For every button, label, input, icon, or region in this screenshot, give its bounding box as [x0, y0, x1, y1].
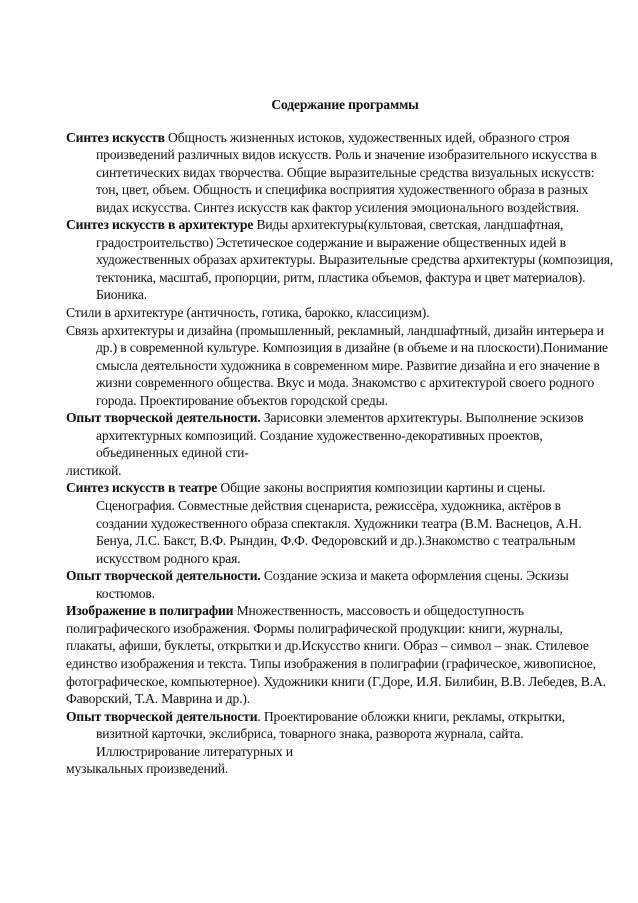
paragraph-text: Стили в архитектуре (античность, готика, барокко, классицизм). [66, 305, 430, 321]
paragraph-text: Зарисовки элементов архитектуры. Выполнение эскизов архитектурных композиций. Создание художественно-декоративных проектов, объединенных единой сти- [96, 410, 584, 461]
paragraph-text: . Проектирование обложки книги, рекламы, открытки, визитной карточки, экслибриса, товарного знака, разворота журнала, сайта. Иллюстрирование литературных и [96, 708, 565, 759]
paragraph-text: Создание эскиза и макета оформления сцены. Эскизы костюмов. [96, 568, 569, 601]
paragraph-heading: Изображение в полиграфии [66, 603, 234, 619]
paragraph-practice-architecture [66, 409, 614, 462]
paragraph-printing [66, 602, 614, 707]
paragraph-continuation [66, 462, 614, 480]
document-page [66, 96, 614, 778]
paragraph-heading: Опыт творческой деятельности. [66, 568, 261, 584]
paragraph-heading: Опыт творческой деятельности. [66, 410, 261, 426]
paragraph-heading: Синтез искусств в театре [66, 480, 218, 496]
paragraph-synthesis [66, 129, 614, 217]
paragraph-heading: Опыт творческой деятельности [66, 708, 258, 724]
paragraph-text: музыкальных произведений. [66, 761, 229, 777]
paragraph-text: Общность жизненных истоков, художественных идей, образного строя произведений различных видов искусств. Роль и значение изобразительного искусства в синтетических видах творчества. Общие выразительные средства визуальных искусств: тон, цвет, объем. Общность и специфика восприятия художественного образа в разных видах искусства. Синтез искусств как фактор усиления эмоционального воздействия. [96, 129, 597, 215]
paragraph-practice-theatre [66, 567, 614, 602]
paragraph-heading: Синтез искусств в архитектуре [66, 217, 254, 233]
paragraph-styles [66, 304, 614, 322]
paragraph-text: Связь архитектуры и дизайна (промышленный, рекламный, ландшафтный, дизайн интерьера и др.) в современной культуре. Композиция в дизайне (в объеме и на плоскости).Понимание смысла деятельности художника в современном мире. Развитие дизайна и его значение в жизни современного общества. Вкус и мода. Знакомство с архитектурой своего родного города. Проектирование объектов городской среды. [66, 322, 608, 408]
paragraph-text: Виды архитектуры(культовая, светская, ландшафтная, градостроительство) Эстетическое содержание и выражение общественных идей в художественных образах архитектуры. Выразительные средства архитектуры (композиция, тектоника, масштаб, пропорции, ритм, пластика объемов, фактура и цвет материалов). Бионика. [96, 217, 614, 303]
paragraph-heading: Синтез искусств [66, 129, 165, 145]
page-title: Содержание программы [271, 97, 419, 112]
paragraph-architecture [66, 216, 614, 304]
paragraph-continuation-final [66, 760, 614, 778]
paragraph-design [66, 322, 614, 410]
paragraph-text: Общие законы восприятия композиции картины и сцены. Сценография. Совместные действия сценариста, режиссёра, художника, актёров в создании художественного образа спектакля. Художники театра (В.М. Васнецов, А.Н. Бенуа, Л.С. Бакст, В.Ф. Рындин, Ф.Ф. Федоровский и др.).Знакомство с театральным искусством родного края. [96, 480, 582, 566]
paragraph-text: листикой. [66, 462, 122, 478]
paragraph-theatre [66, 479, 614, 567]
paragraph-practice-printing [66, 708, 614, 761]
paragraph-text: Множественность, массовость и общедоступность полиграфического изображения. Формы полиграфической продукции: книги, журналы, плакаты, афиши, буклеты, открытки и др.Искусство книги. Образ – символ – знак. Стилевое единство изображения и текста. Типы изображения в полиграфии (графическое, живописное, фотографическое, компьютерное). Художники книги (Г.Доре, И.Я. Билибин, В.В. Лебедев, В.А. Фаворский, Т.А. Маврина и др.). [66, 603, 606, 707]
